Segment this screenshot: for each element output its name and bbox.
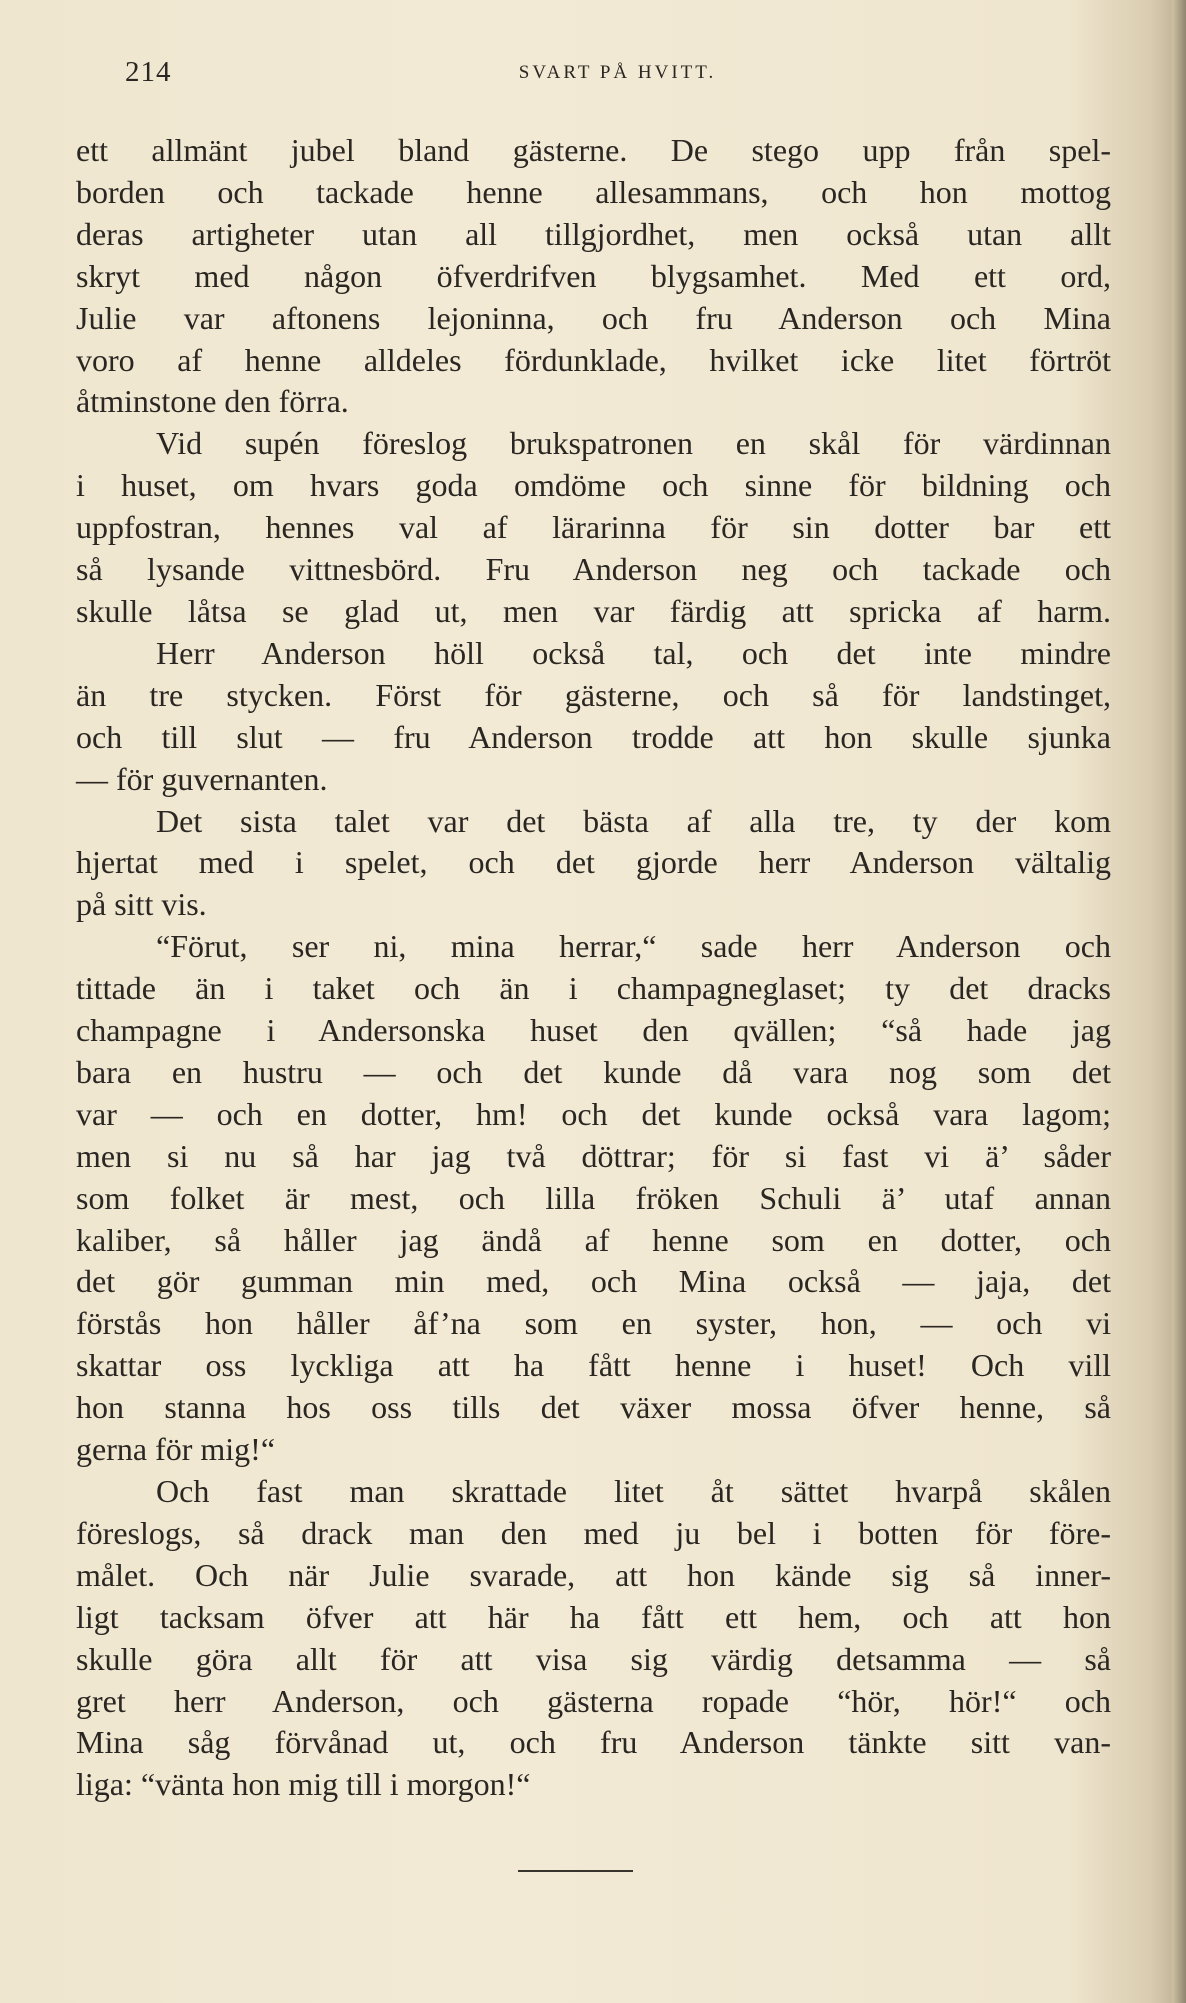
text-line: målet. Och när Julie svarade, att hon kände sig så inner-: [76, 1556, 1111, 1593]
text-line: föreslogs, så drack man den med ju bel i botten för före-: [76, 1514, 1111, 1551]
text-line: så lysande vittnesbörd. Fru Anderson neg och tackade och: [76, 551, 1111, 588]
text-line: och till slut — fru Anderson trodde att hon skulle sjunka: [76, 718, 1111, 755]
text-line: ligt tacksam öfver att här ha fått ett hem, och att hon: [76, 1598, 1111, 1635]
text-line: voro af henne alldeles fördunklade, hvilket icke litet förtröt: [76, 341, 1111, 378]
text-line: Vid supén föreslog brukspatronen en skål för värdinnan: [156, 425, 1111, 462]
text-line: i huset, om hvars goda omdöme och sinne för bildning och: [76, 467, 1111, 504]
page-edge: [1172, 0, 1186, 2003]
text-line: skulle göra allt för att visa sig värdig detsamma — så: [76, 1640, 1111, 1677]
text-line: Det sista talet var det bästa af alla tre, ty der kom: [156, 802, 1111, 839]
page-number: 214: [125, 56, 172, 88]
text-line: var — och en dotter, hm! och det kunde också vara lagom;: [76, 1095, 1111, 1132]
text-line: Mina såg förvånad ut, och fru Anderson tänkte sitt van-: [76, 1724, 1111, 1761]
text-line: bara en hustru — och det kunde då vara nog som det: [76, 1053, 1111, 1090]
text-line: deras artigheter utan all tillgjordhet, men också utan allt: [76, 215, 1111, 252]
text-line: hjertat med i spelet, och det gjorde herr Anderson vältalig: [76, 844, 1111, 881]
body-text: [76, 130, 1111, 1806]
text-line: borden och tackade henne allesammans, och hon mottog: [76, 173, 1111, 210]
text-line: gerna för mig!“: [76, 1431, 276, 1468]
text-line: Och fast man skrattade litet åt sättet hvarpå skålen: [156, 1473, 1111, 1509]
text-line: men si nu så har jag två döttrar; för si fast vi ä’ såder: [76, 1137, 1111, 1174]
text-line: åtminstone den förra.: [76, 383, 349, 420]
text-line: Julie var aftonens lejoninna, och fru Anderson och Mina: [76, 299, 1111, 336]
text-line: på sitt vis.: [76, 886, 207, 923]
text-line: förstås hon håller åf’na som en syster, hon, — och vi: [76, 1305, 1111, 1342]
text-line: som folket är mest, och lilla fröken Schuli ä’ utaf annan: [76, 1179, 1111, 1216]
text-line: än tre stycken. Först för gästerne, och så för landstinget,: [76, 676, 1111, 713]
text-line: skattar oss lyckliga att ha fått henne i huset! Och vill: [76, 1347, 1111, 1384]
page-header: [125, 56, 1110, 96]
text-line: skryt med någon öfverdrifven blygsamhet. Med ett ord,: [76, 257, 1111, 294]
text-line: champagne i Andersonska huset den qvällen; “så hade jag: [76, 1012, 1111, 1049]
text-line: liga: “vänta hon mig till i morgon!“: [76, 1766, 531, 1803]
text-line: Herr Anderson höll också tal, och det inte mindre: [156, 634, 1111, 671]
text-line: tittade än i taket och än i champagneglaset; ty det dracks: [76, 970, 1111, 1007]
end-rule: [518, 1870, 633, 1872]
text-line: — för guvernanten.: [76, 760, 328, 797]
text-line: “Förut, ser ni, mina herrar,“ sade herr Anderson och: [156, 928, 1111, 965]
text-line: hon stanna hos oss tills det växer mossa öfver henne, så: [76, 1389, 1111, 1426]
running-head: SVART PÅ HVITT.: [518, 62, 717, 83]
text-line: skulle låtsa se glad ut, men var färdig att spricka af harm.: [76, 592, 1111, 629]
text-line: gret herr Anderson, och gästerna ropade “hör, hör!“ och: [76, 1682, 1111, 1719]
text-line: kaliber, så håller jag ändå af henne som en dotter, och: [76, 1221, 1111, 1258]
text-line: ett allmänt jubel bland gästerne. De stego upp från spel-: [76, 132, 1111, 168]
text-line: det gör gumman min med, och Mina också — jaja, det: [76, 1263, 1111, 1300]
text-line: uppfostran, hennes val af lärarinna för sin dotter bar ett: [76, 509, 1111, 546]
